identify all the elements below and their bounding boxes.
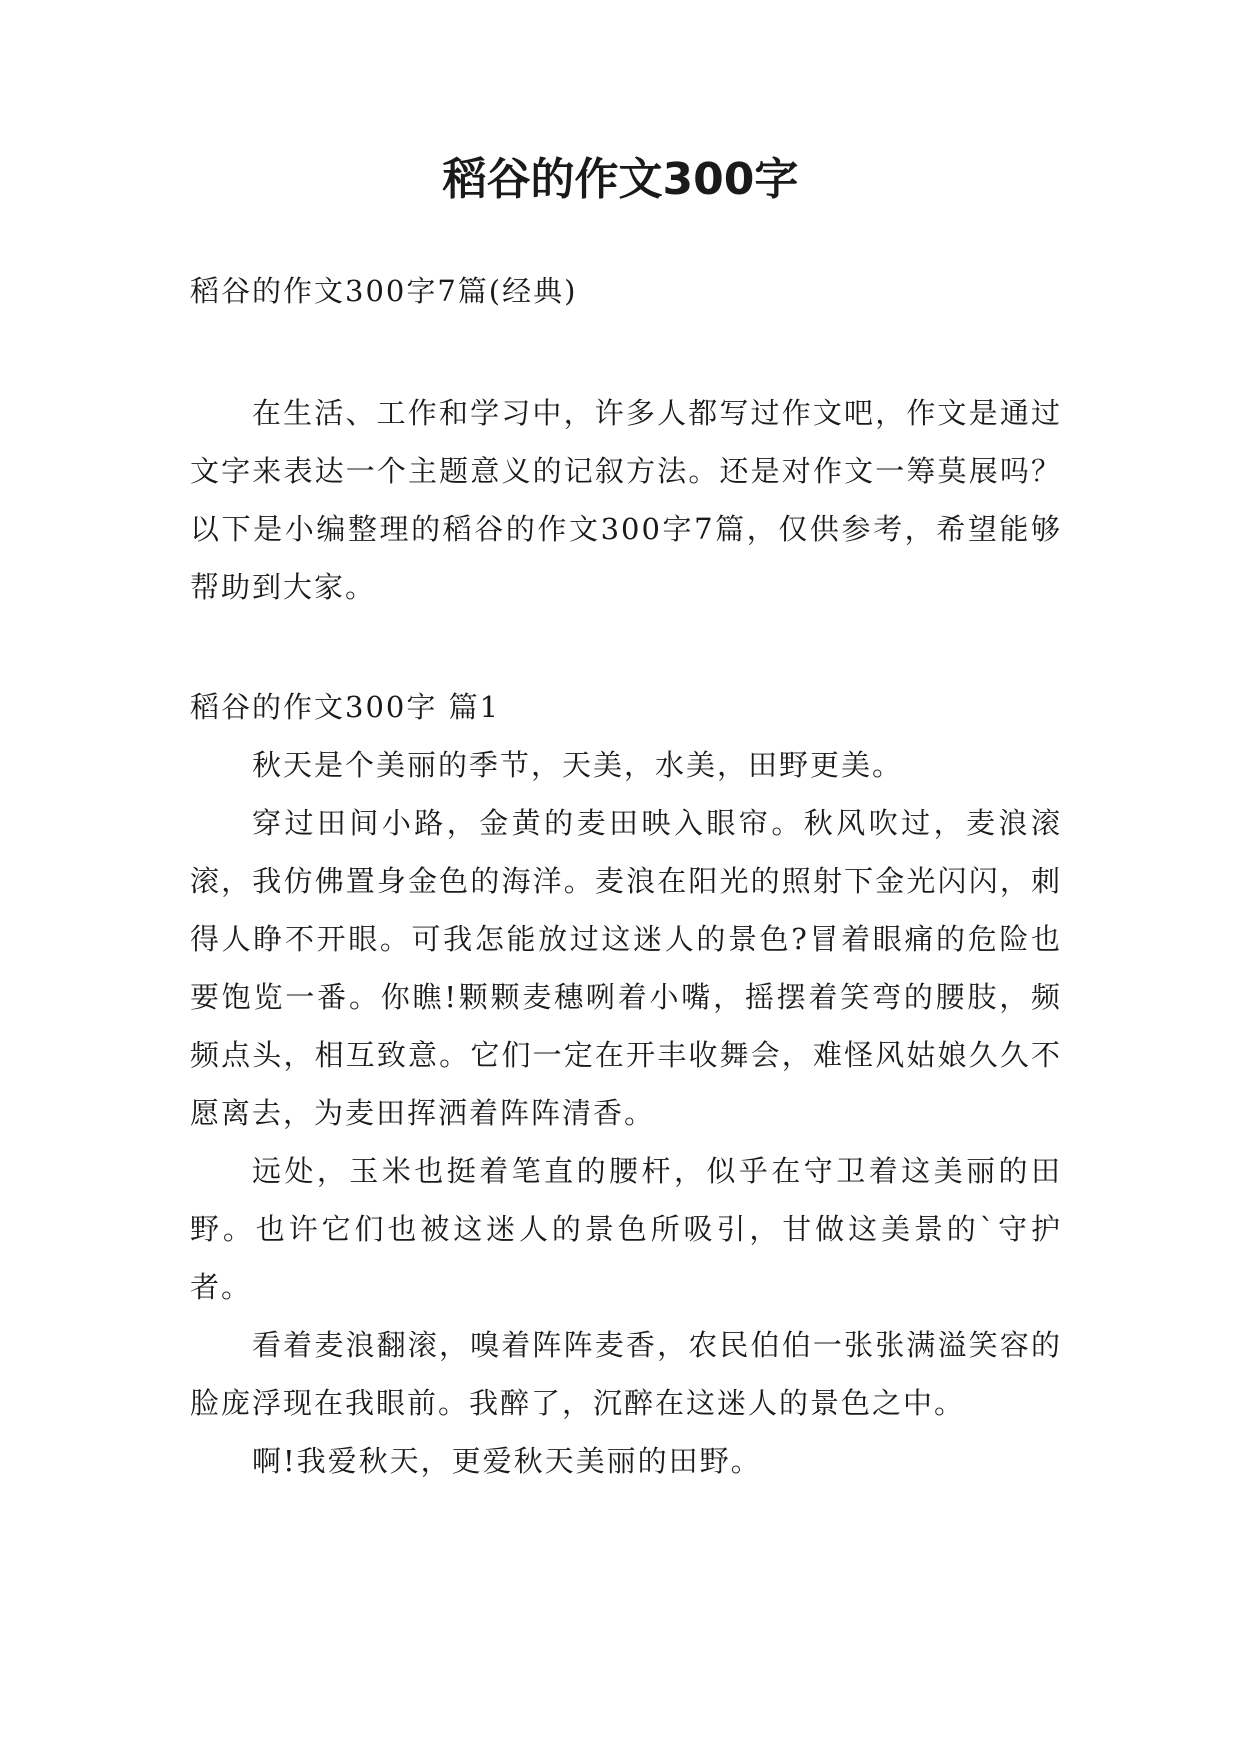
body-paragraph: 远处，玉米也挺着笔直的腰杆，似乎在守卫着这美丽的田野。也许它们也被这迷人的景色所吸引，甘做这美景的`守护者。 <box>190 1154 1062 1304</box>
body-paragraph: 啊!我爱秋天，更爱秋天美丽的田野。 <box>252 1444 762 1478</box>
document-subtitle: 稻谷的作文300字7篇(经典) <box>190 274 578 308</box>
body-paragraph: 看着麦浪翻滚，嗅着阵阵麦香，农民伯伯一张张满溢笑容的脸庞浮现在我眼前。我醉了，沉醉在这迷人的景色之中。 <box>190 1328 1062 1420</box>
body-paragraph: 穿过田间小路，金黄的麦田映入眼帘。秋风吹过，麦浪滚滚，我仿佛置身金色的海洋。麦浪在阳光的照射下金光闪闪，刺得人睁不开眼。可我怎能放过这迷人的景色?冒着眼痛的危险也要饱览一番。你瞧!颗颗麦穗咧着小嘴，摇摆着笑弯的腰肢，频频点头，相互致意。它们一定在开丰收舞会，难怪风姑娘久久不愿离去，为麦田挥洒着阵阵清香。 <box>190 806 1062 1130</box>
document-body <box>190 262 1062 1490</box>
body-paragraph: 秋天是个美丽的季节，天美，水美，田野更美。 <box>252 748 904 782</box>
document-title: 稻谷的作文300字 <box>442 154 799 205</box>
section-heading: 稻谷的作文300字 篇1 <box>190 690 501 724</box>
intro-paragraph: 在生活、工作和学习中，许多人都写过作文吧，作文是通过文字来表达一个主题意义的记叙方法。还是对作文一筹莫展吗？以下是小编整理的稻谷的作文300字7篇，仅供参考，希望能够帮助到大家。 <box>190 396 1062 604</box>
